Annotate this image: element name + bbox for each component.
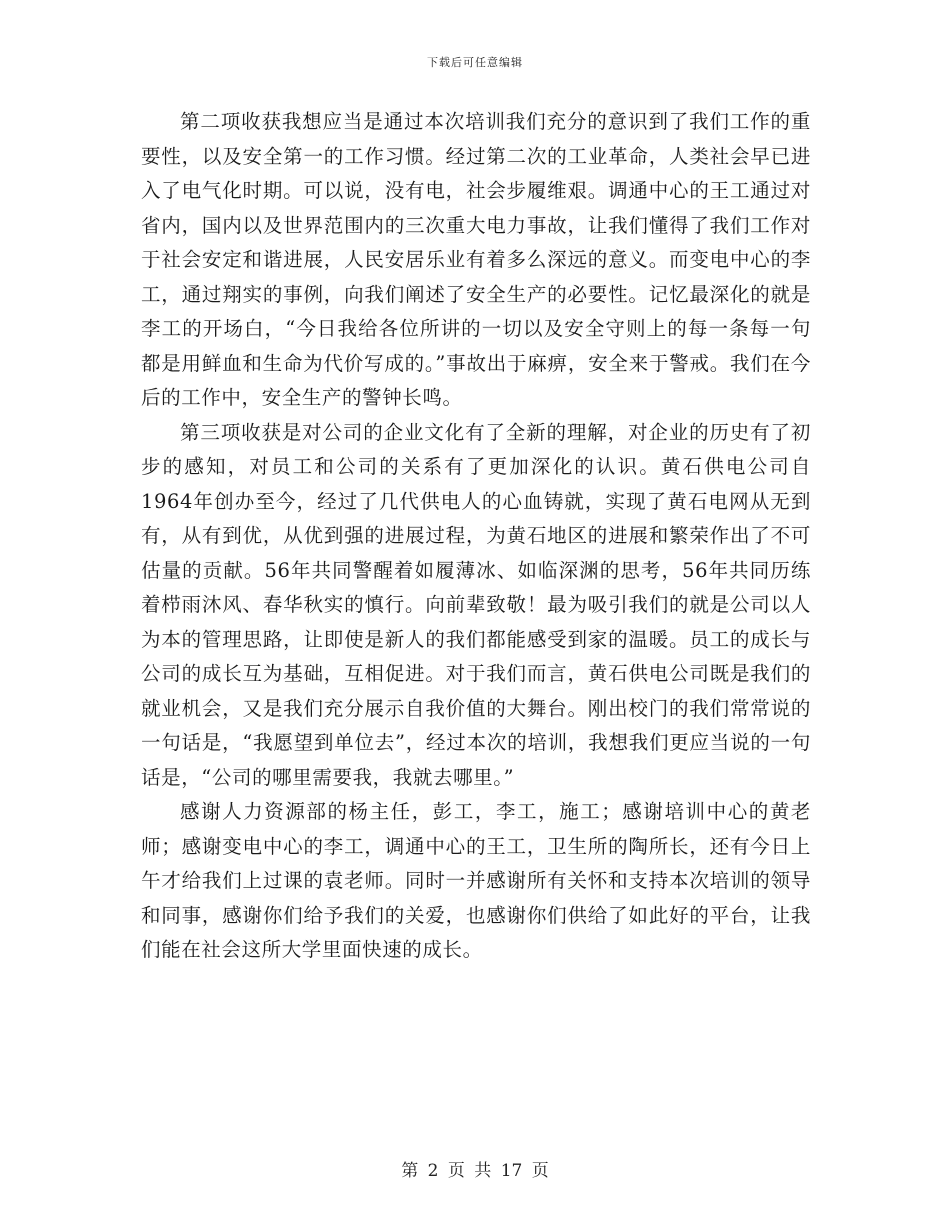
paragraph-thanks: 感谢人力资源部的杨主任，彭工，李工，施工；感谢培训中心的黄老师；感谢变电中心的李工，调通中心的王工，卫生所的陶所长，还有今日上午才给我们上过课的袁老师。同时一并感谢所有关怀和支持本次培训的领导和同事，感谢你们给予我们的关爱，也感谢你们供给了如此好的平台，让我们能在社会这所大学里面快速的成长。 bbox=[141, 800, 811, 961]
paragraph-second-gain: 第二项收获我想应当是通过本次培训我们充分的意识到了我们工作的重要性，以及安全第一的工作习惯。经过第二次的工业革命，人类社会早已进入了电气化时期。可以说，没有电，社会步履维艰。调通中心的王工通过对省内，国内以及世界范围内的三次重大电力事故，让我们懂得了我们工作对于社会安定和谐进展，人民安居乐业有着多么深远的意义。而变电中心的李工，通过翔实的事例，向我们阐述了安全生产的必要性。记忆最深化的就是李工的开场白，“今日我给各位所讲的一切以及安全守则上的每一条每一句都是用鲜血和生命为代价写成的。”事故出于麻痹，安全来于警戒。我们在今后的工作中，安全生产的警钟长鸣。 bbox=[141, 110, 811, 409]
page-header: 下载后可任意编辑 bbox=[427, 56, 523, 69]
page-number-footer: 第 2 页 共 17 页 bbox=[401, 1161, 549, 1181]
paragraph-third-gain: 第三项收获是对公司的企业文化有了全新的理解，对企业的历史有了初步的感知，对员工和公司的关系有了更加深化的认识。黄石供电公司自1964年创办至今，经过了几代供电人的心血铸就，实现了黄石电网从无到有，从有到优，从优到强的进展过程，为黄石地区的进展和繁荣作出了不可估量的贡献。56年共同警醒着如履薄冰、如临深渊的思考，56年共同历练着栉雨沐风、春华秋实的慎行。向前辈致敬！最为吸引我们的就是公司以人为本的管理思路，让即使是新人的我们都能感受到家的温暖。员工的成长与公司的成长互为基础，互相促进。对于我们而言，黄石供电公司既是我们的就业机会，又是我们充分展示自我价值的大舞台。刚出校门的我们常常说的一句话是，“我愿望到单位去”，经过本次的培训，我想我们更应当说的一句话是，“公司的哪里需要我，我就去哪里。” bbox=[141, 420, 811, 789]
document-body bbox=[141, 105, 811, 968]
